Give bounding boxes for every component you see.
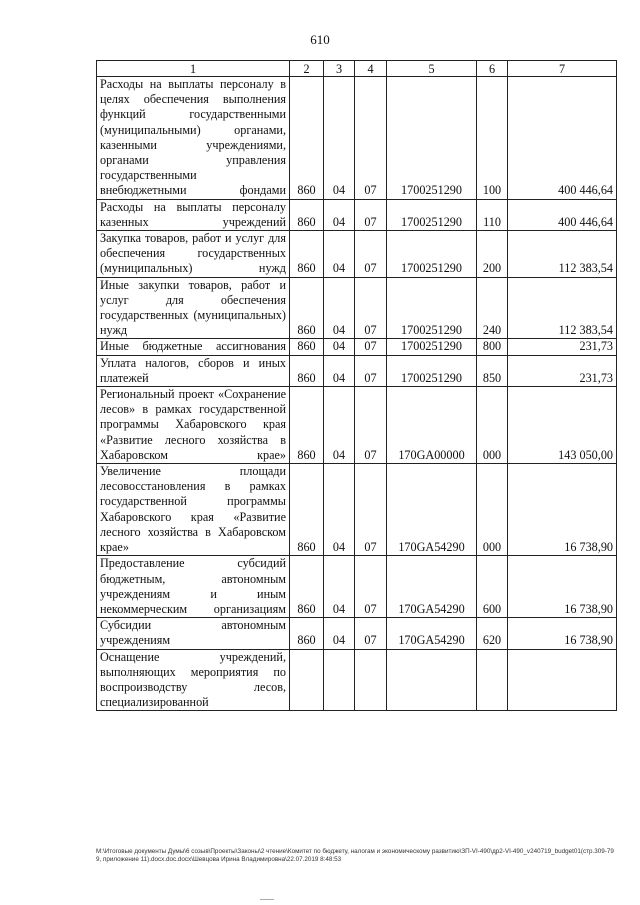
row-code-cell: 860 — [290, 355, 324, 386]
row-expense-type-cell — [477, 649, 508, 711]
row-expense-type-cell: 600 — [477, 556, 508, 618]
row-section-cell: 04 — [324, 618, 355, 649]
row-expense-type-cell: 240 — [477, 277, 508, 339]
row-target-article-cell: 1700251290 — [387, 231, 477, 278]
header-cell: 1 — [97, 61, 290, 77]
row-expense-type-cell: 800 — [477, 339, 508, 355]
row-name-cell: Региональный проект «Сохранение лесов» в рамках государственной программы Хабаровского края «Развитие лесного хозяйства в Хабаровском крае» — [97, 387, 290, 464]
row-name-cell: Оснащение учреждений, выполняющих мероприятия по воспроизводству лесов, специализированной — [97, 649, 290, 711]
row-expense-type-cell: 100 — [477, 77, 508, 200]
row-section-cell: 04 — [324, 199, 355, 230]
row-section-cell: 04 — [324, 339, 355, 355]
row-amount-cell: 16 738,90 — [508, 556, 617, 618]
row-amount-cell: 112 383,54 — [508, 277, 617, 339]
row-name-cell: Субсидии автономным учреждениям — [97, 618, 290, 649]
row-amount-cell: 143 050,00 — [508, 387, 617, 464]
row-target-article-cell: 170GA54290 — [387, 618, 477, 649]
row-expense-type-cell: 620 — [477, 618, 508, 649]
row-section-cell: 04 — [324, 231, 355, 278]
table-row — [97, 649, 617, 711]
row-name-cell: Иные бюджетные ассигнования — [97, 339, 290, 355]
row-amount-cell: 231,73 — [508, 339, 617, 355]
row-subsection-cell: 07 — [355, 355, 387, 386]
row-expense-type-cell: 850 — [477, 355, 508, 386]
row-amount-cell: 231,73 — [508, 355, 617, 386]
scan-mark — [260, 899, 274, 900]
row-subsection-cell: 07 — [355, 556, 387, 618]
table-row — [97, 464, 617, 556]
row-subsection-cell: 07 — [355, 618, 387, 649]
row-expense-type-cell: 110 — [477, 199, 508, 230]
row-subsection-cell: 07 — [355, 387, 387, 464]
row-name-cell: Иные закупки товаров, работ и услуг для обеспечения государственных (муниципальных) нужд — [97, 277, 290, 339]
row-expense-type-cell: 000 — [477, 464, 508, 556]
header-cell: 3 — [324, 61, 355, 77]
row-subsection-cell — [355, 649, 387, 711]
row-section-cell: 04 — [324, 77, 355, 200]
row-subsection-cell: 07 — [355, 77, 387, 200]
table-row — [97, 199, 617, 230]
table-row — [97, 355, 617, 386]
row-section-cell: 04 — [324, 355, 355, 386]
row-section-cell — [324, 649, 355, 711]
header-cell: 7 — [508, 61, 617, 77]
row-target-article-cell: 1700251290 — [387, 199, 477, 230]
row-expense-type-cell: 200 — [477, 231, 508, 278]
row-expense-type-cell: 000 — [477, 387, 508, 464]
row-name-cell: Расходы на выплаты персоналу казенных учреждений — [97, 199, 290, 230]
row-amount-cell: 400 446,64 — [508, 77, 617, 200]
page-number: 610 — [310, 32, 330, 47]
row-section-cell: 04 — [324, 387, 355, 464]
row-code-cell: 860 — [290, 77, 324, 200]
row-code-cell — [290, 649, 324, 711]
row-subsection-cell: 07 — [355, 339, 387, 355]
row-name-cell: Уплата налогов, сборов и иных платежей — [97, 355, 290, 386]
header-row — [97, 61, 617, 77]
row-subsection-cell: 07 — [355, 199, 387, 230]
row-code-cell: 860 — [290, 231, 324, 278]
header-cell: 4 — [355, 61, 387, 77]
row-amount-cell — [508, 649, 617, 711]
row-section-cell: 04 — [324, 277, 355, 339]
row-amount-cell: 16 738,90 — [508, 618, 617, 649]
row-code-cell: 860 — [290, 387, 324, 464]
row-code-cell: 860 — [290, 339, 324, 355]
footer-file-path: М:\Итоговые документы Думы\6 созыв\Проекты\Законы\2 чтение\Комитет по бюджету, налогам и экономическому развитию\ЗП-VI-490\др2-VI-490_v240719_budget01(стр.309-799, приложение 11).docx.doc.docx\Шевцова Ирина Владимировна\22.07.2019 8:48:53 — [96, 848, 614, 864]
table-row — [97, 231, 617, 278]
row-subsection-cell: 07 — [355, 464, 387, 556]
header-cell: 6 — [477, 61, 508, 77]
row-target-article-cell: 1700251290 — [387, 77, 477, 200]
row-target-article-cell: 1700251290 — [387, 277, 477, 339]
table-row — [97, 277, 617, 339]
row-subsection-cell: 07 — [355, 277, 387, 339]
row-target-article-cell: 170GA00000 — [387, 387, 477, 464]
row-amount-cell: 112 383,54 — [508, 231, 617, 278]
row-target-article-cell: 1700251290 — [387, 355, 477, 386]
budget-table — [96, 60, 617, 711]
table-row — [97, 77, 617, 200]
row-name-cell: Увеличение площади лесовосстановления в рамках государственной программы Хабаровского края «Развитие лесного хозяйства в Хабаровском крае» — [97, 464, 290, 556]
table-row — [97, 339, 617, 355]
row-name-cell: Закупка товаров, работ и услуг для обеспечения государственных (муниципальных) нужд — [97, 231, 290, 278]
row-target-article-cell — [387, 649, 477, 711]
row-code-cell: 860 — [290, 618, 324, 649]
row-target-article-cell: 170GA54290 — [387, 556, 477, 618]
row-code-cell: 860 — [290, 277, 324, 339]
table-row — [97, 387, 617, 464]
table-row — [97, 618, 617, 649]
row-target-article-cell: 1700251290 — [387, 339, 477, 355]
row-amount-cell: 400 446,64 — [508, 199, 617, 230]
header-cell: 2 — [290, 61, 324, 77]
row-code-cell: 860 — [290, 464, 324, 556]
row-section-cell: 04 — [324, 464, 355, 556]
table-row — [97, 556, 617, 618]
row-name-cell: Предоставление субсидий бюджетным, автономным учреждениям и иным некоммерческим организациям — [97, 556, 290, 618]
row-code-cell: 860 — [290, 199, 324, 230]
row-section-cell: 04 — [324, 556, 355, 618]
row-code-cell: 860 — [290, 556, 324, 618]
row-amount-cell: 16 738,90 — [508, 464, 617, 556]
row-name-cell: Расходы на выплаты персоналу в целях обеспечения выполнения функций государственными (муниципальными) органами, казенными учреждениями, органами управления государственными внебюджетными фондами — [97, 77, 290, 200]
row-subsection-cell: 07 — [355, 231, 387, 278]
header-cell: 5 — [387, 61, 477, 77]
row-target-article-cell: 170GA54290 — [387, 464, 477, 556]
